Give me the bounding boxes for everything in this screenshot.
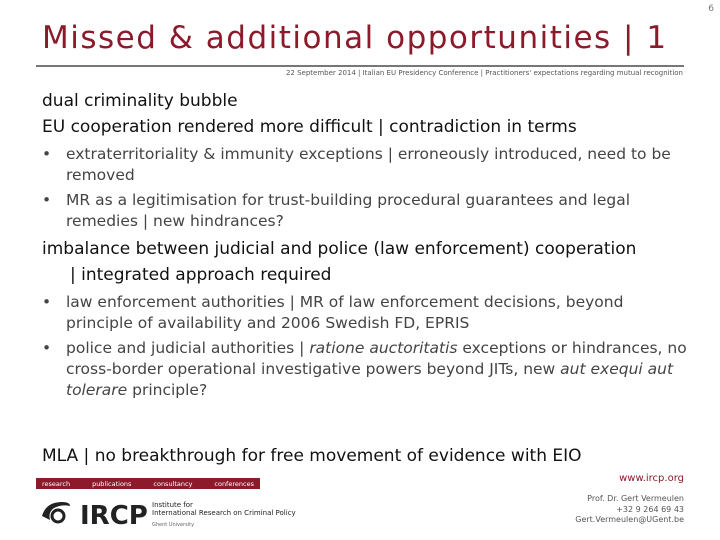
bullet-mr-legitimisation bbox=[42, 190, 692, 232]
ircp-swoosh-icon bbox=[42, 502, 70, 522]
nav-publications[interactable]: publications bbox=[92, 479, 132, 488]
bullet-icon: • bbox=[42, 191, 52, 209]
heading-dual-criminality: dual criminality bubble bbox=[42, 91, 238, 111]
contact-phone: +32 9 264 69 43 bbox=[616, 504, 684, 514]
nav-conferences[interactable]: conferences bbox=[214, 479, 254, 488]
title-divider bbox=[36, 65, 684, 67]
logo-subtext-3: Ghent University bbox=[152, 522, 195, 528]
nav-consultancy[interactable]: consultancy bbox=[153, 479, 193, 488]
logo-subtext-1: Institute for bbox=[152, 501, 193, 509]
conference-subtitle: 22 September 2014 | Italian EU Presidency Conference | Practitioners' expectations regarding mutual recognition bbox=[285, 69, 683, 77]
heading-eu-cooperation: EU cooperation rendered more difficult | contradiction in terms bbox=[42, 117, 577, 137]
logo-text: IRCP bbox=[80, 501, 148, 531]
ircp-logo bbox=[40, 496, 296, 531]
contact-email[interactable]: Gert.Vermeulen@UGent.be bbox=[575, 515, 684, 524]
bullet-text: extraterritoriality & immunity exceptions | erroneously introduced, need to be removed bbox=[66, 145, 671, 184]
heading-imbalance-line1: imbalance between judicial and police (law enforcement) cooperation bbox=[42, 239, 637, 259]
bullet-text: law enforcement authorities | MR of law enforcement decisions, beyond principle of availability and 2006 Swedish FD, EPRIS bbox=[66, 293, 624, 332]
website-link[interactable]: www.ircp.org bbox=[619, 473, 684, 484]
bullet-italic-aut-exequi: aut exequi aut tolerare bbox=[66, 360, 674, 399]
heading-mla: MLA | no breakthrough for free movement of evidence with EIO bbox=[42, 446, 582, 466]
heading-imbalance-line2: | integrated approach required bbox=[70, 265, 332, 285]
bullet-italic-ratione: ratione auctoritatis bbox=[309, 339, 458, 357]
bullet-extraterritoriality bbox=[42, 144, 692, 186]
bullet-text-part3: principle? bbox=[127, 381, 208, 399]
bullet-text-part2: exceptions or hindrances, no cross-border operational investigative powers beyond JITs, new bbox=[66, 339, 687, 378]
page-title: Missed & additional opportunities | 1 bbox=[42, 20, 668, 56]
bullet-text: MR as a legitimisation for trust-building procedural guarantees and legal remedies | new hindrances? bbox=[66, 191, 630, 230]
bullet-icon: • bbox=[42, 339, 52, 357]
page-number: 6 bbox=[708, 4, 714, 14]
bullet-icon: • bbox=[42, 145, 52, 163]
bullet-icon: • bbox=[42, 293, 52, 311]
bullet-police-judicial bbox=[42, 338, 692, 401]
slide-content bbox=[42, 88, 692, 405]
nav-research[interactable]: research bbox=[42, 479, 71, 488]
contact-block bbox=[575, 494, 684, 526]
bullet-law-enforcement bbox=[42, 292, 692, 334]
contact-name: Prof. Dr. Gert Vermeulen bbox=[587, 494, 684, 503]
bullet-text-part1: police and judicial authorities | bbox=[66, 339, 310, 357]
logo-subtext-2: International Research on Criminal Policy bbox=[152, 509, 296, 517]
heading-imbalance bbox=[42, 236, 692, 288]
footer-nav bbox=[36, 478, 260, 489]
